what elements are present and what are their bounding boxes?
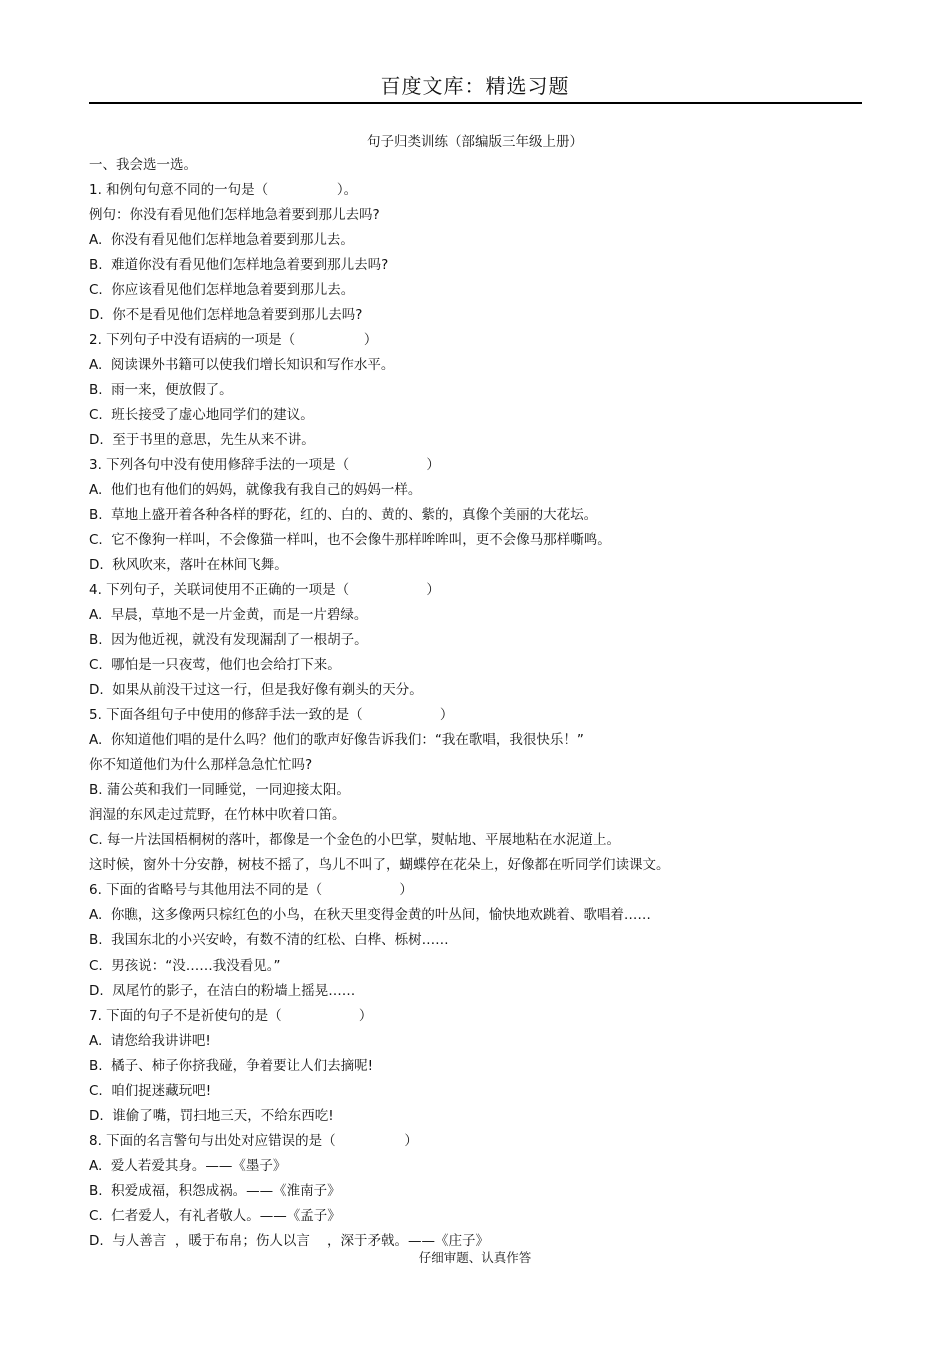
- text-line: D. 与人善言 ，暖于布帛；伤人以言 ，深于矛戟。——《庄子》: [89, 1232, 490, 1249]
- text-line: D. 秋风吹来，落叶在林间飞舞。: [89, 557, 288, 574]
- text-line: 你不知道他们为什么那样急急忙忙吗?: [89, 757, 313, 774]
- text-line: B. 橘子、柿子你挤我碰，争着要让人们去摘呢!: [89, 1057, 374, 1074]
- text-line: D. 谁偷了嘴，罚扫地三天，不给东西吃!: [89, 1107, 334, 1124]
- text-line: C. 你应该看见他们怎样地急着要到那儿去。: [89, 282, 355, 299]
- text-line: 这时候，窗外十分安静，树枝不摇了，鸟儿不叫了，蝴蝶停在花朵上，好像都在听同学们读课文。: [89, 857, 670, 874]
- text-line: 1. 和例句句意不同的一句是（ ）。: [89, 182, 358, 199]
- text-line: B. 我国东北的小兴安岭，有数不清的红松、白桦、栎树……: [89, 932, 449, 949]
- text-line: 3. 下列各句中没有使用修辞手法的一项是（ ）: [89, 457, 440, 474]
- text-line: D. 至于书里的意思，先生从来不讲。: [89, 432, 315, 449]
- text-line: A. 请您给我讲讲吧!: [89, 1032, 211, 1049]
- text-line: A. 阅读课外书籍可以使我们增长知识和写作水平。: [89, 357, 395, 374]
- text-line: 4. 下列句子，关联词使用不正确的一项是（ ）: [89, 582, 440, 599]
- text-line: A. 他们也有他们的妈妈，就像我有我自己的妈妈一样。: [89, 482, 422, 499]
- text-line: C. 男孩说：“没……我没看见。”: [89, 957, 281, 974]
- text-line: A. 早晨，草地不是一片金黄，而是一片碧绿。: [89, 607, 368, 624]
- text-line: C. 哪怕是一只夜莺，他们也会给打下来。: [89, 657, 341, 674]
- text-line: 例句：你没有看见他们怎样地急着要到那儿去吗?: [89, 207, 380, 224]
- text-line: A. 你瞧，这多像两只棕红色的小鸟，在秋天里变得金黄的叶丛间，愉快地欢跳着、歌唱着……: [89, 907, 651, 924]
- text-line: B. 难道你没有看见他们怎样地急着要到那儿去吗?: [89, 257, 389, 274]
- text-line: 2. 下列句子中没有语病的一项是（ ）: [89, 332, 378, 349]
- text-line: A. 爱人若爱其身。——《墨子》: [89, 1157, 287, 1174]
- text-line: B. 蒲公英和我们一同睡觉，一同迎接太阳。: [89, 782, 350, 799]
- text-line: B. 积爱成福，积怨成祸。——《淮南子》: [89, 1182, 341, 1199]
- text-line: C. 仁者爱人，有礼者敬人。——《孟子》: [89, 1207, 341, 1224]
- page-footer: 仔细审题、认真作答: [418, 1250, 532, 1265]
- text-line: C. 每一片法国梧桐树的落叶，都像是一个金色的小巴掌，熨帖地、平展地粘在水泥道上。: [89, 832, 621, 849]
- text-line: C. 班长接受了虚心地同学们的建议。: [89, 407, 314, 424]
- text-line: B. 雨一来，便放假了。: [89, 382, 233, 399]
- text-line: 7. 下面的句子不是祈使句的是（ ）: [89, 1007, 373, 1024]
- text-line: A. 你没有看见他们怎样地急着要到那儿去。: [89, 232, 354, 249]
- text-line: 润湿的东风走过荒野，在竹林中吹着口笛。: [89, 807, 346, 824]
- header-title: 百度文库：精选习题: [380, 74, 570, 98]
- text-line: C. 咱们捉迷藏玩吧!: [89, 1082, 212, 1099]
- document-title: 句子归类训练（部编版三年级上册）: [367, 134, 583, 150]
- exercise-content: [89, 153, 879, 1254]
- text-line: 6. 下面的省略号与其他用法不同的是（ ）: [89, 882, 413, 899]
- text-line: B. 草地上盛开着各种各样的野花，红的、白的、黄的、紫的，真像个美丽的大花坛。: [89, 507, 598, 524]
- text-line: D. 凤尾竹的影子，在洁白的粉墙上摇晃……: [89, 982, 356, 999]
- header-divider: [89, 102, 862, 104]
- text-line: 8. 下面的名言警句与出处对应错误的是（ ）: [89, 1132, 418, 1149]
- text-line: D. 如果从前没干过这一行，但是我好像有剃头的天分。: [89, 682, 423, 699]
- text-line: B. 因为他近视，就没有发现漏刮了一根胡子。: [89, 632, 368, 649]
- text-line: 5. 下面各组句子中使用的修辞手法一致的是（ ）: [89, 707, 454, 724]
- text-line: 一、我会选一选。: [89, 157, 197, 173]
- text-line: D. 你不是看见他们怎样地急着要到那儿去吗?: [89, 307, 363, 324]
- text-line: C. 它不像狗一样叫，不会像猫一样叫，也不会像牛那样哞哞叫，更不会像马那样嘶鸣。: [89, 532, 611, 549]
- text-line: A. 你知道他们唱的是什么吗？他们的歌声好像告诉我们：“我在歌唱，我很快乐！”: [89, 732, 584, 749]
